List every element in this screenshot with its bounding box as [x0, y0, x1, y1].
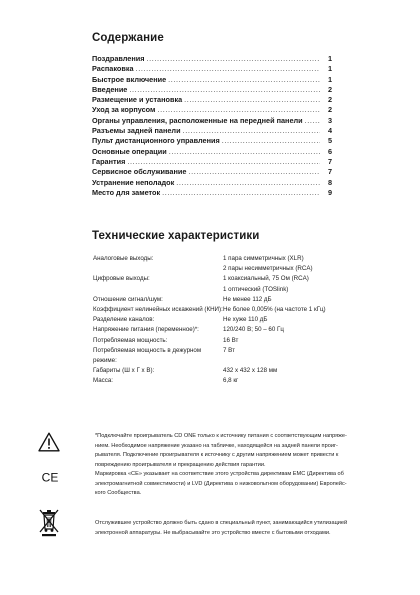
toc-item-label: Устранение неполадок	[92, 177, 175, 187]
toc-item-page: 1	[327, 74, 332, 84]
toc-item-page: 7	[327, 156, 332, 166]
spec-key: Коэффициент нелинейных искажений (КНИ):	[93, 306, 223, 314]
toc-item-page: 8	[327, 177, 332, 187]
spec-row	[93, 346, 343, 366]
table-of-contents	[92, 54, 332, 198]
spec-value	[223, 295, 343, 305]
toc-item-label: Быстрое включение	[92, 74, 167, 84]
spec-value-line: 6,8 кг	[223, 377, 239, 385]
toc-item-label: Размещение и установка	[92, 95, 183, 105]
notice-line: Отслужившее устройство должно быть сдано в специальный пункт, занимающийся утилизацией	[95, 520, 348, 526]
spec-value	[223, 274, 343, 294]
disposal-notice	[95, 519, 385, 538]
notice-line: электромагнитной совместимости) и LVD (Директива о низковольтном оборудовании) Европейс-	[95, 480, 347, 487]
specs-title: Технические характеристики	[92, 230, 260, 242]
toc-leader-dots	[157, 105, 320, 114]
toc-item-page: 3	[327, 115, 332, 125]
spec-value-line: 1 пара симметричных (XLR)	[223, 255, 304, 262]
toc-item-label: Разъемы задней панели	[92, 126, 181, 136]
toc-item	[92, 136, 332, 146]
toc-item	[92, 85, 332, 95]
spec-row	[93, 325, 343, 335]
warning-triangle-icon	[38, 432, 60, 452]
toc-item-label: Поздравления	[92, 54, 145, 63]
specifications-table	[93, 254, 343, 387]
spec-value-line: 1 коаксиальный, 75 Ом (RCA)	[223, 275, 309, 283]
toc-item	[92, 126, 332, 136]
spec-value	[223, 336, 343, 346]
toc-item-page: 2	[327, 95, 332, 105]
spec-value-line: Не более 0,005% (на частоте 1 кГц)	[223, 306, 326, 314]
toc-item-label: Пульт дистанционного управления	[92, 136, 220, 146]
spec-row	[93, 274, 343, 294]
spec-value-line: 7 Вт	[223, 346, 235, 354]
power-notice	[95, 432, 385, 470]
toc-item-page: 7	[327, 167, 332, 177]
spec-row	[93, 254, 343, 274]
toc-item-page: 2	[327, 84, 332, 94]
toc-item-page: 5	[327, 136, 332, 146]
toc-leader-dots	[129, 85, 320, 94]
toc-leader-dots	[169, 147, 320, 156]
toc-leader-dots	[168, 75, 320, 84]
spec-value	[223, 315, 343, 325]
ce-mark-text: CE	[41, 470, 59, 484]
toc-item	[92, 178, 332, 188]
spec-value-line: 120/240 В; 50 – 60 Гц	[223, 326, 284, 334]
spec-row	[93, 305, 343, 315]
toc-item-label: Введение	[92, 84, 128, 94]
toc-leader-dots	[147, 54, 320, 63]
toc-item-label: Гарантия	[92, 156, 126, 166]
toc-item-page: 4	[327, 126, 332, 136]
toc-item-page: 9	[327, 187, 332, 197]
spec-value	[223, 376, 343, 386]
spec-key: Габариты (Ш x Г x В):	[93, 367, 155, 375]
toc-item-label: Органы управления, расположенные на передней панели	[92, 115, 303, 125]
toc-item	[92, 75, 332, 85]
ce-notice	[95, 470, 385, 499]
toc-item-label: Основные операции	[92, 146, 167, 156]
toc-leader-dots	[222, 136, 320, 145]
toc-item-label: Уход за корпусом	[92, 105, 156, 115]
toc-leader-dots	[127, 157, 320, 166]
toc-item-page: 1	[327, 64, 332, 74]
spec-value-line: 1 оптический (TOSlink)	[223, 285, 289, 293]
spec-key: Цифровые выходы:	[93, 275, 150, 283]
spec-key: Масса:	[93, 377, 114, 385]
spec-value-line: Не хуже 110 дБ	[223, 316, 268, 324]
spec-value	[223, 346, 343, 366]
spec-value	[223, 325, 343, 335]
toc-item	[92, 54, 332, 64]
toc-leader-dots	[183, 126, 320, 135]
toc-leader-dots	[184, 95, 320, 104]
spec-value-line: 2 пары несимметричных (RCA)	[223, 265, 313, 273]
spec-key: Напряжение питания (переменное)*:	[93, 326, 199, 334]
spec-key: Аналоговые выходы:	[93, 255, 154, 262]
spec-key: Потребляемая мощность:	[93, 336, 168, 344]
notice-line: Маркировка «СЕ» указывает на соответствие этого устройства директивам ЕМС (Директива об	[95, 471, 344, 477]
toc-item	[92, 188, 332, 198]
notice-line: рывателя. Подключение проигрывателя к источнику с другим напряжением может привести к	[95, 452, 339, 459]
spec-row	[93, 366, 343, 376]
toc-item-page: 2	[327, 105, 332, 115]
toc-item	[92, 64, 332, 74]
toc-item	[92, 167, 332, 177]
toc-leader-dots	[188, 167, 320, 176]
toc-leader-dots	[136, 64, 320, 73]
spec-key: Потребляемая мощность в дежурном режиме:	[93, 346, 202, 365]
toc-title: Содержание	[92, 32, 164, 44]
toc-item	[92, 147, 332, 157]
toc-item-label: Сервисное обслуживание	[92, 167, 187, 177]
toc-leader-dots	[162, 188, 320, 197]
toc-item	[92, 157, 332, 167]
toc-leader-dots	[305, 116, 320, 125]
notice-line: электронной аппаратуры. Не выбрасывайте это устройство вместе с бытовыми отходами.	[95, 529, 331, 536]
spec-row	[93, 376, 343, 386]
toc-item-label: Распаковка	[92, 64, 134, 74]
toc-item	[92, 116, 332, 126]
toc-item	[92, 105, 332, 115]
spec-value-line: 16 Вт	[223, 336, 239, 344]
spec-value	[223, 254, 343, 274]
spec-row	[93, 336, 343, 346]
ce-mark-icon	[40, 470, 60, 484]
toc-item	[92, 95, 332, 105]
notice-line: *Подключайте проигрыватель CD ONE только к источнику питания с соответствующим напряже-	[95, 433, 347, 439]
spec-value-line: 432 x 432 x 128 мм	[223, 367, 278, 375]
toc-item-page: 1	[327, 54, 332, 63]
spec-value-line: Не менее 112 дБ	[223, 295, 272, 303]
toc-leader-dots	[176, 178, 320, 187]
notice-line: нием. Необходимое напряжение указано на табличке, находящейся на задней панели проиг-	[95, 442, 338, 449]
notice-line: повреждению проигрывателя и прекращению действия гарантии.	[95, 461, 266, 468]
crossed-out-bin-icon	[38, 507, 60, 537]
toc-item-label: Место для заметок	[92, 187, 161, 197]
spec-key: Отношение сигнал/шум:	[93, 295, 163, 303]
spec-row	[93, 315, 343, 325]
spec-key: Разделение каналов:	[93, 316, 155, 324]
spec-row	[93, 295, 343, 305]
spec-value	[223, 305, 343, 315]
toc-item-page: 6	[327, 146, 332, 156]
spec-value	[223, 366, 343, 376]
notice-line: кого Сообщества.	[95, 490, 142, 497]
